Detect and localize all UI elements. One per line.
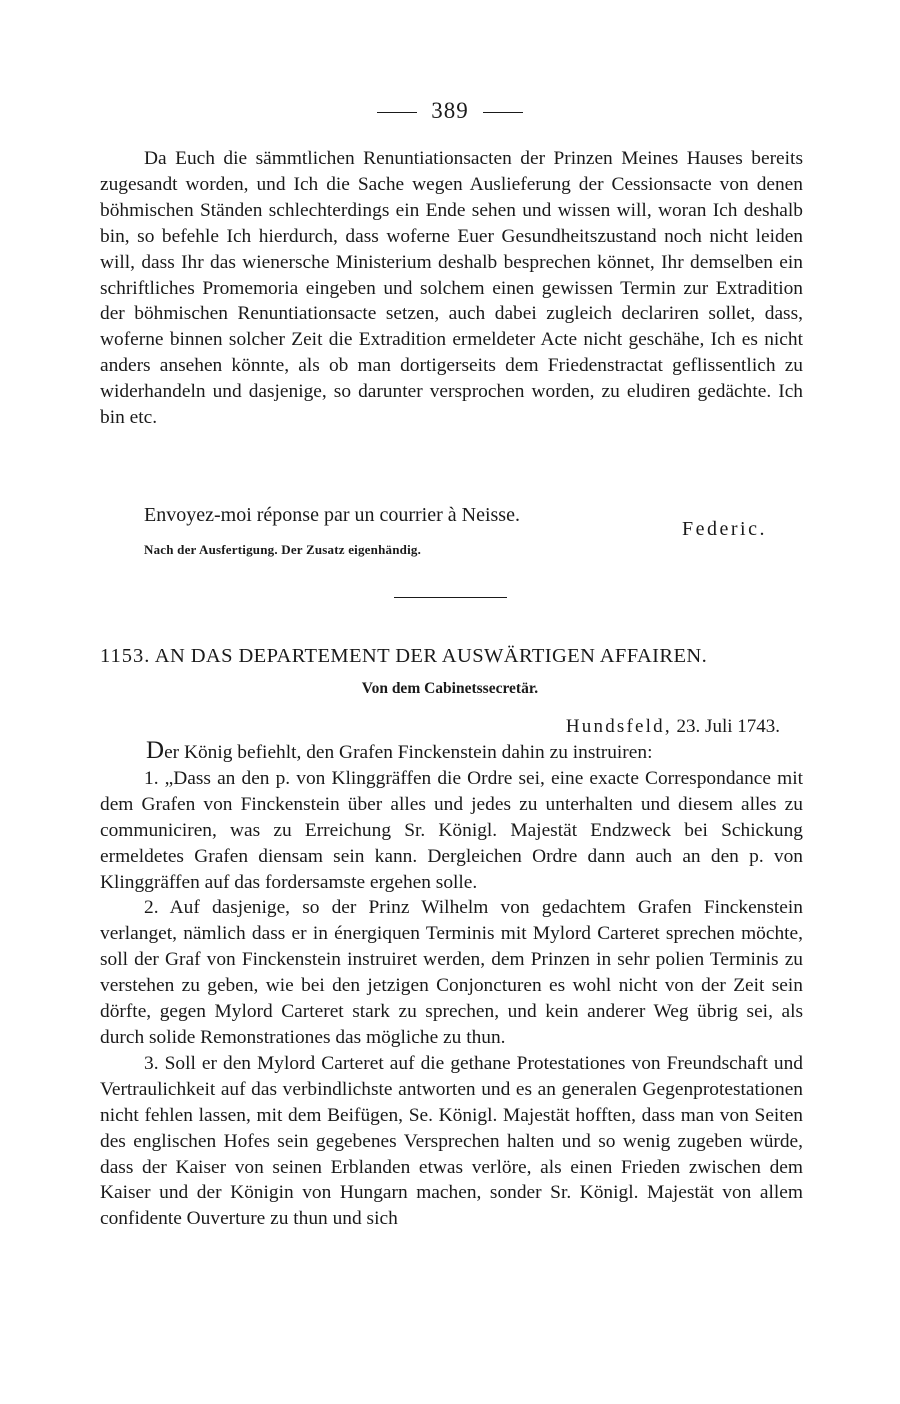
document-intro (100, 737, 803, 766)
letter-paragraph: Da Euch die sämmtlichen Renuntiationsacten der Prinzen Meines Hauses bereits zugesandt worden, und Ich die Sache wegen Auslieferung der Cessionsacte von denen böhmischen Ständen schlechterdings ein Ende sehen und wissen will, woran Ich deshalb bin, so befehle Ich hierdurch, dass woferne Euer Gesundheitszustand noch nicht leiden will, dass Ihr das wienersche Ministerium deshalb besprechen könnet, Ihr demselben ein schriftliches Promemoria eingeben und solchem einen gewissen Termin zur Extradition der böhmischen Renuntiationsacte setzen, auch dabei zugleich declariren sollet, dass, woferne binnen solcher Zeit die Extradition ermeldeter Acte nicht geschähe, Ich es nicht anders ansehen könnte, als ob man dortigerseits dem Friedenstractat geflissentlich zu widerhandeln und dasjenige, so darunter versprochen worden, zu eludiren gedächte. Ich bin etc. (100, 148, 803, 429)
document-dateline (566, 716, 780, 738)
letter-body (100, 146, 803, 431)
letter-signature: Federic. (682, 518, 767, 540)
document-heading (100, 645, 803, 668)
letter-postscript: Envoyez-moi réponse par un courrier à Neisse. (144, 504, 520, 526)
document-number: 1153. (100, 645, 151, 667)
document-intro-text: er König befiehlt, den Grafen Finckenstein dahin zu instruiren: (164, 742, 653, 763)
dateline-date: 23. Juli 1743. (676, 716, 780, 737)
document-subheading: Von dem Cabinetssecretär. (361, 680, 539, 697)
page-number-dash-right (483, 112, 523, 113)
page-number-text: 389 (431, 98, 469, 123)
document-point-1: 1. „Dass an den p. von Klinggräffen die Ordre sei, eine exacte Correspondance mit dem Grafen von Finckenstein über alles und jedes zu unterhalten und diesem alles zu communiciren, was zu Erreichung Sr. Königl. Majestät Endzweck bei Schickung ermeldetes Grafen diensam sein kann. Dergleichen Ordre dann auch an den p. von Klinggräffen auf das fordersamste ergehen solle. (100, 767, 803, 893)
document-body (100, 737, 803, 1232)
section-divider (394, 597, 507, 598)
document-point-3: 3. Soll er den Mylord Carteret auf die gethane Protestationes von Freundschaft und Vertraulichkeit auf das verbindlichste antworten und es an generalen Gegenprotestationen nicht fehlen lassen, mit dem Beifügen, Se. Königl. Majestät hofften, dass man von Seiten des englischen Hofes sein gegebenes Versprechen halten und so wenig zugeben würde, dass der Kaiser von seinen Erblanden etwas verlöre, als einen Frieden zwischen dem Kaiser und der Königin von Hungarn machen, sonder Sr. Königl. Majestät von allem confidente Ouverture zu thun und sich (100, 1052, 803, 1230)
page-number (0, 98, 900, 124)
document-point-2: 2. Auf dasjenige, so der Prinz Wilhelm von gedachtem Grafen Finckenstein verlanget, nämlich dass er in énergiquen Terminis mit Mylord Carteret sprechen möchte, soll der Graf von Finckenstein instruiret werden, dem Prinzen in sehr polien Terminis zu verstehen zu geben, wie bei den jetzigen Conjoncturen es wohl nicht von der Zeit sein dörfte, gegen Mylord Carteret stark zu sprechen, und kein anderer Weg übrig sei, als durch solide Remonstrationes das mögliche zu thun. (100, 897, 803, 1048)
letter-source-note: Nach der Ausfertigung. Der Zusatz eigenhändig. (144, 542, 422, 557)
page-number-dash-left (377, 112, 417, 113)
document-intro-initial: D (146, 737, 165, 764)
dateline-place: Hundsfeld, (565, 716, 672, 737)
document-title: AN DAS DEPARTEMENT DER AUSWÄRTIGEN AFFAIREN. (154, 645, 708, 667)
